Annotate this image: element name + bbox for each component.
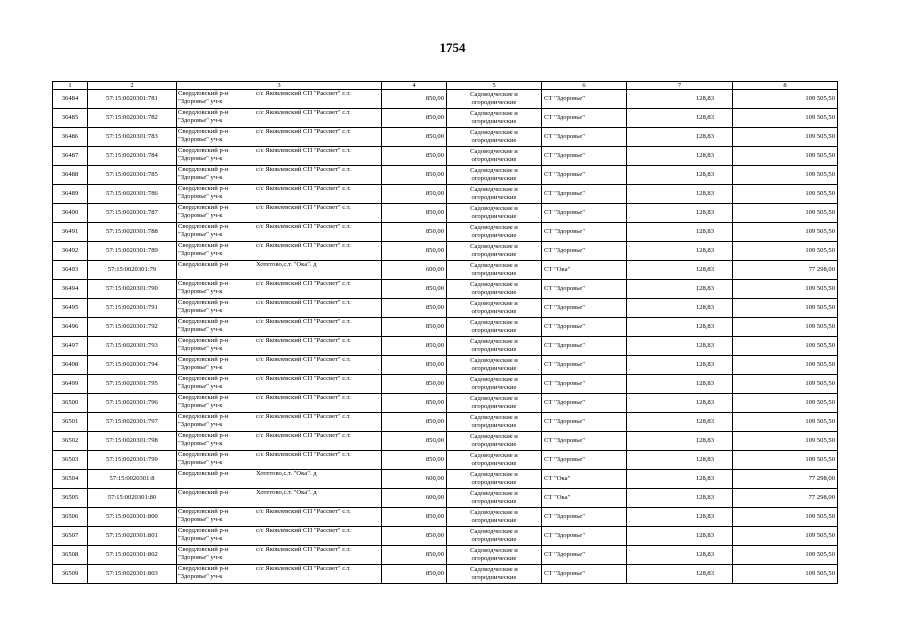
locality-text: с/с Яковлевский СП "Рассвет" с.т. — [256, 242, 351, 249]
area-cell: 850,00 — [382, 223, 447, 242]
organization-cell: СТ "Ока" — [542, 261, 627, 280]
area-cell: 850,00 — [382, 90, 447, 109]
district-text: Свердловский р-н "Здоровье" уч-к — [178, 128, 229, 143]
cadastral-value-cell: 109 505,50 — [733, 394, 838, 413]
district-text: Свердловский р-н "Здоровье" уч-к — [178, 242, 229, 257]
cadastral-value-cell: 109 505,50 — [733, 280, 838, 299]
organization-cell: СТ "Здоровье" — [542, 166, 627, 185]
column-header: 6 — [542, 82, 627, 90]
rate-cell: 128,83 — [627, 470, 733, 489]
row-number-cell: 36503 — [53, 451, 88, 470]
locality-text: с/с Яковлевский СП "Рассвет" с.т. — [256, 90, 351, 97]
cadastral-value-cell: 109 505,50 — [733, 413, 838, 432]
rate-cell: 128,83 — [627, 337, 733, 356]
area-cell: 600,00 — [382, 470, 447, 489]
column-header: 7 — [627, 82, 733, 90]
cadastral-number-cell: 57:15:0020301:794 — [88, 356, 177, 375]
address-cell — [177, 128, 382, 147]
district-text: Свердловский р-н "Здоровье" уч-к — [178, 565, 229, 580]
district-text: Свердловский р-н "Здоровье" уч-к — [178, 280, 229, 295]
organization-cell: СТ "Здоровье" — [542, 451, 627, 470]
row-number-cell: 36491 — [53, 223, 88, 242]
land-use-cell: Садоводческие и огороднические — [447, 413, 542, 432]
cadastral-value-cell: 109 505,50 — [733, 356, 838, 375]
table-row — [53, 394, 838, 413]
land-use-cell: Садоводческие и огороднические — [447, 242, 542, 261]
rate-cell: 128,83 — [627, 299, 733, 318]
area-cell: 850,00 — [382, 356, 447, 375]
table-row — [53, 185, 838, 204]
locality-text: с/с Яковлевский СП "Рассвет" с.т. — [256, 546, 351, 553]
area-cell: 850,00 — [382, 318, 447, 337]
table-row — [53, 147, 838, 166]
organization-cell: СТ "Здоровье" — [542, 508, 627, 527]
district-text: Свердловский р-н "Здоровье" уч-к — [178, 90, 229, 105]
address-cell — [177, 299, 382, 318]
address-cell — [177, 489, 382, 508]
district-text: Свердловский р-н "Здоровье" уч-к — [178, 527, 229, 542]
cadastral-number-cell: 57:15:0020301:79 — [88, 261, 177, 280]
rate-cell: 128,83 — [627, 356, 733, 375]
table-row — [53, 204, 838, 223]
organization-cell: СТ "Ока" — [542, 470, 627, 489]
land-use-cell: Садоводческие и огороднические — [447, 90, 542, 109]
district-text: Свердловский р-н — [178, 470, 229, 477]
rate-cell: 128,83 — [627, 432, 733, 451]
area-cell: 850,00 — [382, 413, 447, 432]
row-number-cell: 36502 — [53, 432, 88, 451]
area-cell: 850,00 — [382, 185, 447, 204]
address-cell — [177, 261, 382, 280]
locality-text: с/с Яковлевский СП "Рассвет" с.т. — [256, 527, 351, 534]
cadastral-number-cell: 57:15:0020301:790 — [88, 280, 177, 299]
organization-cell: СТ "Здоровье" — [542, 299, 627, 318]
land-use-cell: Садоводческие и огороднические — [447, 128, 542, 147]
locality-text: с/с Яковлевский СП "Рассвет" с.т. — [256, 318, 351, 325]
area-cell: 850,00 — [382, 204, 447, 223]
locality-text: с/с Яковлевский СП "Рассвет" с.т. — [256, 185, 351, 192]
cadastral-number-cell: 57:15:0020301:785 — [88, 166, 177, 185]
area-cell: 850,00 — [382, 337, 447, 356]
land-use-cell: Садоводческие и огороднические — [447, 356, 542, 375]
area-cell: 850,00 — [382, 546, 447, 565]
district-text: Свердловский р-н "Здоровье" уч-к — [178, 356, 229, 371]
locality-text: с/с Яковлевский СП "Рассвет" с.т. — [256, 337, 351, 344]
rate-cell: 128,83 — [627, 204, 733, 223]
organization-cell: СТ "Здоровье" — [542, 413, 627, 432]
rate-cell: 128,83 — [627, 90, 733, 109]
cadastral-value-cell: 109 505,50 — [733, 299, 838, 318]
area-cell: 850,00 — [382, 242, 447, 261]
row-number-cell: 36505 — [53, 489, 88, 508]
area-cell: 850,00 — [382, 432, 447, 451]
land-use-cell: Садоводческие и огороднические — [447, 394, 542, 413]
row-number-cell: 36487 — [53, 147, 88, 166]
column-header: 1 — [53, 82, 88, 90]
locality-text: с/с Яковлевский СП "Рассвет" с.т. — [256, 432, 351, 439]
rate-cell: 128,83 — [627, 185, 733, 204]
rate-cell: 128,83 — [627, 261, 733, 280]
organization-cell: СТ "Здоровье" — [542, 432, 627, 451]
district-text: Свердловский р-н "Здоровье" уч-к — [178, 185, 229, 200]
district-text: Свердловский р-н "Здоровье" уч-к — [178, 318, 229, 333]
cadastral-value-cell: 109 505,50 — [733, 527, 838, 546]
organization-cell: СТ "Здоровье" — [542, 90, 627, 109]
cadastral-number-cell: 57:15:0020301:798 — [88, 432, 177, 451]
table-row — [53, 413, 838, 432]
district-text: Свердловский р-н "Здоровье" уч-к — [178, 451, 229, 466]
address-cell — [177, 508, 382, 527]
cadastral-number-cell: 57:15:0020301:789 — [88, 242, 177, 261]
column-header: 8 — [733, 82, 838, 90]
land-use-cell: Садоводческие и огороднические — [447, 185, 542, 204]
rate-cell: 128,83 — [627, 413, 733, 432]
cadastral-value-cell: 109 505,50 — [733, 546, 838, 565]
rate-cell: 128,83 — [627, 109, 733, 128]
district-text: Свердловский р-н "Здоровье" уч-к — [178, 204, 229, 219]
organization-cell: СТ "Здоровье" — [542, 185, 627, 204]
table-row — [53, 527, 838, 546]
cadastral-number-cell: 57:15:0020301:803 — [88, 565, 177, 584]
row-number-cell: 36495 — [53, 299, 88, 318]
rate-cell: 128,83 — [627, 527, 733, 546]
cadastral-number-cell: 57:15:0020301:793 — [88, 337, 177, 356]
cadastral-value-cell: 109 505,50 — [733, 375, 838, 394]
table-row — [53, 451, 838, 470]
locality-text: с/с Яковлевский СП "Рассвет" с.т. — [256, 451, 351, 458]
column-header: 4 — [382, 82, 447, 90]
area-cell: 850,00 — [382, 527, 447, 546]
cadastral-number-cell: 57:15:0020301:782 — [88, 109, 177, 128]
land-use-cell: Садоводческие и огороднические — [447, 508, 542, 527]
land-use-cell: Садоводческие и огороднические — [447, 565, 542, 584]
table-row — [53, 489, 838, 508]
organization-cell: СТ "Здоровье" — [542, 242, 627, 261]
table-row — [53, 128, 838, 147]
cadastral-number-cell: 57:15:0020301:788 — [88, 223, 177, 242]
cadastral-number-cell: 57:15:0020301:784 — [88, 147, 177, 166]
address-cell — [177, 109, 382, 128]
area-cell: 850,00 — [382, 166, 447, 185]
cadastral-value-cell: 109 505,50 — [733, 185, 838, 204]
cadastral-number-cell: 57:15:0020301:800 — [88, 508, 177, 527]
row-number-cell: 36497 — [53, 337, 88, 356]
land-use-cell: Садоводческие и огороднические — [447, 261, 542, 280]
cadastral-value-cell: 109 505,50 — [733, 166, 838, 185]
district-text: Свердловский р-н "Здоровье" уч-к — [178, 166, 229, 181]
district-text: Свердловский р-н "Здоровье" уч-к — [178, 223, 229, 238]
locality-text: с/с Яковлевский СП "Рассвет" с.т. — [256, 166, 351, 173]
organization-cell: СТ "Здоровье" — [542, 375, 627, 394]
table-row — [53, 90, 838, 109]
table-row — [53, 299, 838, 318]
land-use-cell: Садоводческие и огороднические — [447, 204, 542, 223]
page-number: 1754 — [439, 40, 466, 55]
row-number-cell: 36489 — [53, 185, 88, 204]
district-text: Свердловский р-н "Здоровье" уч-к — [178, 508, 229, 523]
organization-cell: СТ "Здоровье" — [542, 204, 627, 223]
organization-cell: СТ "Здоровье" — [542, 109, 627, 128]
locality-text: Хотетово,с.т. "Ока". д — [256, 470, 317, 477]
district-text: Свердловский р-н "Здоровье" уч-к — [178, 109, 229, 124]
land-use-cell: Садоводческие и огороднические — [447, 489, 542, 508]
land-use-cell: Садоводческие и огороднические — [447, 147, 542, 166]
address-cell — [177, 147, 382, 166]
rate-cell: 128,83 — [627, 565, 733, 584]
row-number-cell: 36504 — [53, 470, 88, 489]
table-row — [53, 109, 838, 128]
locality-text: с/с Яковлевский СП "Рассвет" с.т. — [256, 508, 351, 515]
locality-text: с/с Яковлевский СП "Рассвет" с.т. — [256, 565, 351, 572]
land-use-cell: Садоводческие и огороднические — [447, 223, 542, 242]
organization-cell: СТ "Здоровье" — [542, 356, 627, 375]
area-cell: 850,00 — [382, 280, 447, 299]
cadastral-value-cell: 109 505,50 — [733, 565, 838, 584]
row-number-cell: 36494 — [53, 280, 88, 299]
table-row — [53, 261, 838, 280]
area-cell: 600,00 — [382, 489, 447, 508]
table-row — [53, 166, 838, 185]
locality-text: с/с Яковлевский СП "Рассвет" с.т. — [256, 204, 351, 211]
area-cell: 850,00 — [382, 375, 447, 394]
cadastral-value-cell: 109 505,50 — [733, 128, 838, 147]
locality-text: с/с Яковлевский СП "Рассвет" с.т. — [256, 223, 351, 230]
cadastral-value-cell: 77 298,00 — [733, 470, 838, 489]
row-number-cell: 36501 — [53, 413, 88, 432]
locality-text: с/с Яковлевский СП "Рассвет" с.т. — [256, 128, 351, 135]
address-cell — [177, 242, 382, 261]
organization-cell: СТ "Здоровье" — [542, 565, 627, 584]
row-number-cell: 36496 — [53, 318, 88, 337]
locality-text: с/с Яковлевский СП "Рассвет" с.т. — [256, 413, 351, 420]
table-row — [53, 508, 838, 527]
address-cell — [177, 432, 382, 451]
cadastral-value-cell: 109 505,50 — [733, 223, 838, 242]
area-cell: 850,00 — [382, 451, 447, 470]
area-cell: 850,00 — [382, 508, 447, 527]
locality-text: с/с Яковлевский СП "Рассвет" с.т. — [256, 109, 351, 116]
address-cell — [177, 394, 382, 413]
organization-cell: СТ "Здоровье" — [542, 394, 627, 413]
table-row — [53, 356, 838, 375]
cadastral-value-cell: 109 505,50 — [733, 508, 838, 527]
land-use-cell: Садоводческие и огороднические — [447, 337, 542, 356]
organization-cell: СТ "Здоровье" — [542, 546, 627, 565]
land-use-cell: Садоводческие и огороднические — [447, 109, 542, 128]
address-cell — [177, 413, 382, 432]
rate-cell: 128,83 — [627, 242, 733, 261]
land-use-cell: Садоводческие и огороднические — [447, 280, 542, 299]
row-number-cell: 36508 — [53, 546, 88, 565]
district-text: Свердловский р-н "Здоровье" уч-к — [178, 432, 229, 447]
area-cell: 850,00 — [382, 128, 447, 147]
rate-cell: 128,83 — [627, 128, 733, 147]
table-row — [53, 318, 838, 337]
district-text: Свердловский р-н — [178, 261, 229, 268]
cadastral-number-cell: 57:15:0020301:791 — [88, 299, 177, 318]
cadastral-number-cell: 57:15:0020301:796 — [88, 394, 177, 413]
address-cell — [177, 546, 382, 565]
district-text: Свердловский р-н — [178, 489, 229, 496]
address-cell — [177, 185, 382, 204]
cadastral-value-cell: 109 505,50 — [733, 147, 838, 166]
organization-cell: СТ "Здоровье" — [542, 223, 627, 242]
locality-text: с/с Яковлевский СП "Рассвет" с.т. — [256, 299, 351, 306]
district-text: Свердловский р-н "Здоровье" уч-к — [178, 546, 229, 561]
rate-cell: 128,83 — [627, 318, 733, 337]
area-cell: 850,00 — [382, 109, 447, 128]
table-row — [53, 223, 838, 242]
organization-cell: СТ "Здоровье" — [542, 128, 627, 147]
locality-text: с/с Яковлевский СП "Рассвет" с.т. — [256, 375, 351, 382]
table-row — [53, 337, 838, 356]
address-cell — [177, 223, 382, 242]
organization-cell: СТ "Ока" — [542, 489, 627, 508]
address-cell — [177, 280, 382, 299]
address-cell — [177, 318, 382, 337]
land-use-cell: Садоводческие и огороднические — [447, 166, 542, 185]
rate-cell: 128,83 — [627, 394, 733, 413]
cadastral-number-cell: 57:15:0020301:783 — [88, 128, 177, 147]
column-header: 2 — [88, 82, 177, 90]
cadastral-value-cell: 109 505,50 — [733, 204, 838, 223]
row-number-cell: 36485 — [53, 109, 88, 128]
address-cell — [177, 527, 382, 546]
address-cell — [177, 565, 382, 584]
land-registry-table — [52, 81, 838, 584]
row-number-cell: 36498 — [53, 356, 88, 375]
rate-cell: 128,83 — [627, 546, 733, 565]
column-header: 5 — [447, 82, 542, 90]
area-cell: 850,00 — [382, 565, 447, 584]
address-cell — [177, 337, 382, 356]
area-cell: 850,00 — [382, 299, 447, 318]
locality-text: Хотетово,с.т. "Ока". д — [256, 489, 317, 496]
row-number-cell: 36492 — [53, 242, 88, 261]
row-number-cell: 36490 — [53, 204, 88, 223]
rate-cell: 128,83 — [627, 147, 733, 166]
rate-cell: 128,83 — [627, 489, 733, 508]
cadastral-number-cell: 57:15:0020301:787 — [88, 204, 177, 223]
row-number-cell: 36509 — [53, 565, 88, 584]
locality-text: с/с Яковлевский СП "Рассвет" с.т. — [256, 147, 351, 154]
table-row — [53, 280, 838, 299]
locality-text: с/с Яковлевский СП "Рассвет" с.т. — [256, 280, 351, 287]
cadastral-number-cell: 57:15:0020301:80 — [88, 489, 177, 508]
cadastral-number-cell: 57:15:0020301:786 — [88, 185, 177, 204]
cadastral-value-cell: 77 298,00 — [733, 489, 838, 508]
rate-cell: 128,83 — [627, 166, 733, 185]
locality-text: с/с Яковлевский СП "Рассвет" с.т. — [256, 356, 351, 363]
cadastral-value-cell: 109 505,50 — [733, 109, 838, 128]
rate-cell: 128,83 — [627, 280, 733, 299]
district-text: Свердловский р-н "Здоровье" уч-к — [178, 147, 229, 162]
cadastral-number-cell: 57:15:0020301:802 — [88, 546, 177, 565]
organization-cell: СТ "Здоровье" — [542, 527, 627, 546]
cadastral-value-cell: 109 505,50 — [733, 337, 838, 356]
address-cell — [177, 204, 382, 223]
address-cell — [177, 90, 382, 109]
cadastral-number-cell: 57:15:0020301:797 — [88, 413, 177, 432]
locality-text: Хотетово,с.т. "Ока". д — [256, 261, 317, 268]
table-row — [53, 375, 838, 394]
cadastral-number-cell: 57:15:0020301:801 — [88, 527, 177, 546]
row-number-cell: 36493 — [53, 261, 88, 280]
land-use-cell: Садоводческие и огороднические — [447, 546, 542, 565]
cadastral-value-cell: 77 298,00 — [733, 261, 838, 280]
cadastral-value-cell: 109 505,50 — [733, 318, 838, 337]
table-row — [53, 242, 838, 261]
address-cell — [177, 356, 382, 375]
land-use-cell: Садоводческие и огороднические — [447, 451, 542, 470]
locality-text: с/с Яковлевский СП "Рассвет" с.т. — [256, 394, 351, 401]
rate-cell: 128,83 — [627, 223, 733, 242]
district-text: Свердловский р-н "Здоровье" уч-к — [178, 337, 229, 352]
cadastral-value-cell: 109 505,50 — [733, 90, 838, 109]
district-text: Свердловский р-н "Здоровье" уч-к — [178, 413, 229, 428]
area-cell: 850,00 — [382, 147, 447, 166]
table-row — [53, 470, 838, 489]
row-number-cell: 36507 — [53, 527, 88, 546]
land-use-cell: Садоводческие и огороднические — [447, 527, 542, 546]
rate-cell: 128,83 — [627, 375, 733, 394]
cadastral-number-cell: 57:15:0020301:799 — [88, 451, 177, 470]
row-number-cell: 36500 — [53, 394, 88, 413]
area-cell: 850,00 — [382, 394, 447, 413]
rate-cell: 128,83 — [627, 451, 733, 470]
cadastral-number-cell: 57:15:0020301:781 — [88, 90, 177, 109]
area-cell: 600,00 — [382, 261, 447, 280]
district-text: Свердловский р-н "Здоровье" уч-к — [178, 299, 229, 314]
cadastral-number-cell: 57:15:0020301:795 — [88, 375, 177, 394]
address-cell — [177, 470, 382, 489]
land-use-cell: Садоводческие и огороднические — [447, 375, 542, 394]
rate-cell: 128,83 — [627, 508, 733, 527]
header-row — [53, 82, 838, 90]
address-cell — [177, 166, 382, 185]
cadastral-value-cell: 109 505,50 — [733, 432, 838, 451]
row-number-cell: 36488 — [53, 166, 88, 185]
land-use-cell: Садоводческие и огороднические — [447, 432, 542, 451]
row-number-cell: 36499 — [53, 375, 88, 394]
land-use-cell: Садоводческие и огороднические — [447, 470, 542, 489]
organization-cell: СТ "Здоровье" — [542, 147, 627, 166]
land-use-cell: Садоводческие и огороднические — [447, 318, 542, 337]
organization-cell: СТ "Здоровье" — [542, 337, 627, 356]
organization-cell: СТ "Здоровье" — [542, 318, 627, 337]
land-use-cell: Садоводческие и огороднические — [447, 299, 542, 318]
district-text: Свердловский р-н "Здоровье" уч-к — [178, 375, 229, 390]
address-cell — [177, 375, 382, 394]
row-number-cell: 36506 — [53, 508, 88, 527]
table-row — [53, 565, 838, 584]
organization-cell: СТ "Здоровье" — [542, 280, 627, 299]
address-cell — [177, 451, 382, 470]
table-row — [53, 546, 838, 565]
row-number-cell: 36484 — [53, 90, 88, 109]
row-number-cell: 36486 — [53, 128, 88, 147]
district-text: Свердловский р-н "Здоровье" уч-к — [178, 394, 229, 409]
table-row — [53, 432, 838, 451]
cadastral-value-cell: 109 505,50 — [733, 242, 838, 261]
cadastral-number-cell: 57:15:0020301:8 — [88, 470, 177, 489]
cadastral-number-cell: 57:15:0020301:792 — [88, 318, 177, 337]
cadastral-value-cell: 109 505,50 — [733, 451, 838, 470]
column-header: 3 — [177, 82, 382, 90]
